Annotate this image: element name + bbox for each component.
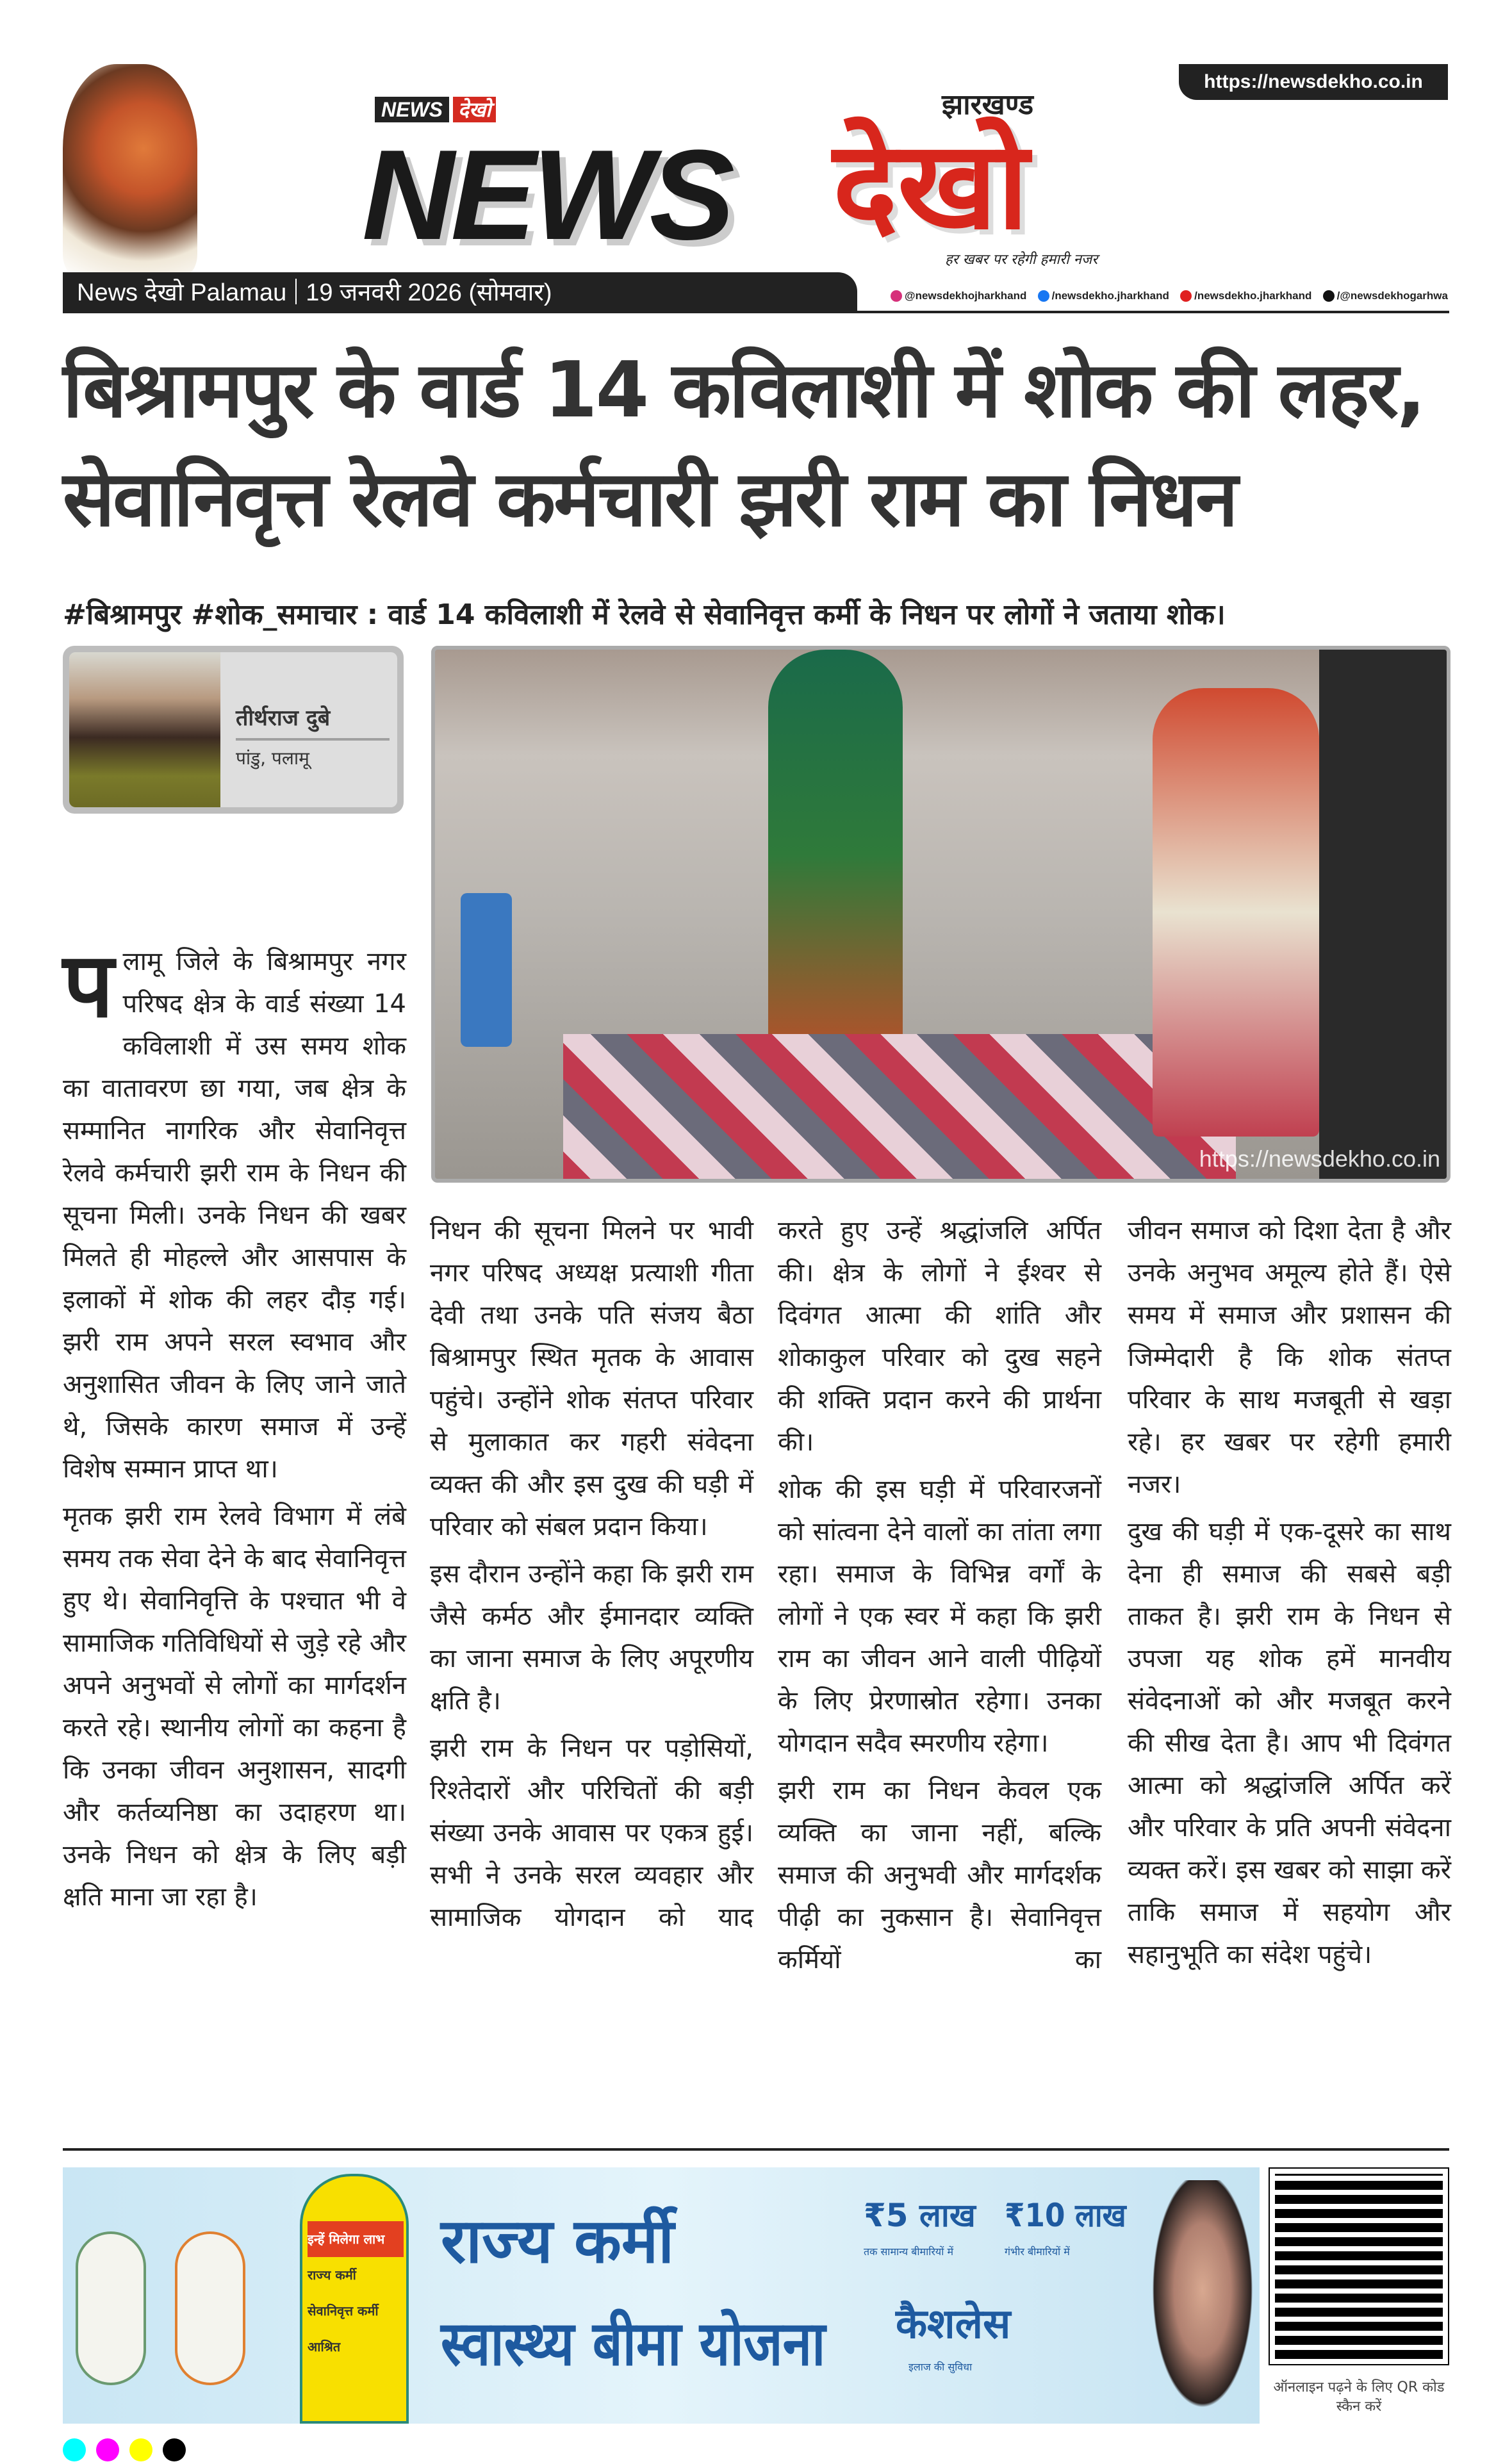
beneficiary: आश्रित	[308, 2339, 341, 2354]
ad-cashless-note: इलाज की सुविधा	[908, 2361, 973, 2373]
article-column-1	[63, 933, 406, 1923]
x-icon	[1323, 290, 1335, 302]
beneficiary: सेवानिवृत्त कर्मी	[308, 2303, 379, 2319]
author-photo	[69, 652, 220, 807]
social-handle: /newsdekho.jharkhand	[1194, 290, 1312, 302]
logo-tagline: हर खबर पर रहेगी हमारी नजर	[945, 252, 1098, 268]
ad-amount-2-note: गंभीर बीमारियों में	[1005, 2246, 1070, 2258]
paragraph: लामू जिले के बिश्रामपुर नगर परिषद क्षेत्र के वार्ड संख्या 14 कविलाशी में उस समय शोक का वातावरण छा गया, जब क्षेत्र के सम्मानित नागरिक और सेवानिवृत्त रेलवे कर्मचारी झरी राम के निधन की सूचना मिली। उनके निधन की खबर मिलते ही मोहल्ले और आसपास के इलाकों में शोक की लहर दौड़ गई। झरी राम अपने सरल स्वभाव और अनुशासित जीवन के लिए जाने जाते थे, जिसके कारण समाज में उन्हें विशेष सम्मान प्राप्त था।	[63, 947, 406, 1484]
article-column-2	[430, 1210, 753, 1944]
masthead-rule	[63, 311, 1449, 313]
issue-date: 19 जनवरी 2026 (सोमवार)	[306, 279, 552, 306]
social-youtube[interactable]	[1180, 290, 1311, 302]
paragraph: जीवन समाज को दिशा देता है और उनके अनुभव अमूल्य होते हैं। ऐसे समय में समाज और प्रशासन की जिम्मेदारी है कि शोक संतप्त परिवार के साथ मजबूती से खड़ा रहे। हर खबर पर रहेगी हमारी नजर।	[1128, 1216, 1451, 1499]
jsas-logo	[175, 2231, 245, 2385]
ad-amount-1: ₹5 लाख	[864, 2197, 976, 2234]
paragraph: इस दौरान उन्होंने कहा कि झरी राम जैसे कर्मठ और ईमानदार व्यक्ति का जाना समाज के लिए अपूरणीय क्षति है।	[430, 1559, 753, 1716]
facebook-icon	[1038, 290, 1049, 302]
ad-title-line1: राज्य कर्मी	[441, 2205, 675, 2277]
social-x[interactable]	[1323, 290, 1448, 302]
qr-code[interactable]	[1270, 2169, 1448, 2364]
edition-date-bar	[63, 272, 857, 311]
black-registration-mark	[163, 2438, 186, 2461]
paragraph: मृतक झरी राम रेलवे विभाग में लंबे समय तक सेवा देने के बाद सेवानिवृत्त हुए थे। सेवानिवृत्ति के पश्चात भी वे सामाजिक गतिविधियों से जुड़े रहे और अपने अनुभवों से लोगों का मार्गदर्शन करते रहे। स्थानीय लोगों का कहना है कि उनका जीवन अनुशासन, सादगी और कर्तव्यनिष्ठा का उदाहरण था। उनके निधन को क्षेत्र के लिए बड़ी क्षति माना जा रहा है।	[63, 1502, 406, 1912]
author-byline	[63, 646, 404, 814]
paragraph: करते हुए उन्हें श्रद्धांजलि अर्पित की। क्षेत्र के लोगों ने ईश्वर से दिवंगत आत्मा की शांति और शोकाकुल परिवार को दुख सहने की शक्ति प्रदान करने की प्रार्थना की।	[778, 1216, 1101, 1457]
website-url[interactable]: https://newsdekho.co.in	[1179, 64, 1448, 100]
magenta-registration-mark	[96, 2438, 119, 2461]
youtube-icon	[1180, 290, 1192, 302]
ad-amount-1-note: तक सामान्य बीमारियों में	[864, 2246, 954, 2258]
cyan-registration-mark	[63, 2438, 86, 2461]
paragraph: शोक की इस घड़ी में परिवारजनों को सांत्वना देने वालों का तांता लगा रहा। समाज के विभिन्न वर्गों के लोगों ने एक स्वर में कहा कि झरी राम का जीवन आने वाली पीढ़ियों के लिए प्रेरणास्रोत रहेगा। उनका योगदान सदैव स्मरणीय रहेगा।	[778, 1475, 1101, 1758]
yellow-registration-mark	[129, 2438, 152, 2461]
mini-logo-dekho: देखो	[453, 97, 496, 122]
logo-state: झारखण्ड	[942, 88, 1034, 121]
ad-cashless: कैशलेस	[896, 2301, 1011, 2348]
beneficiary: राज्य कर्मी	[308, 2267, 356, 2283]
logo-news-text: NEWS	[362, 124, 731, 267]
photo-watermark: https://newsdekho.co.in	[1199, 1146, 1440, 1172]
drop-cap: प	[63, 933, 114, 1038]
subheadline: #बिश्रामपुर #शोक_समाचार : वार्ड 14 कविलाशी में रेलवे से सेवानिवृत्त कर्मी के निधन पर लोगों ने जताया शोक।	[63, 598, 1226, 631]
beneficiaries-panel	[300, 2174, 409, 2424]
byline-divider	[236, 738, 390, 741]
article-photo	[431, 646, 1450, 1183]
social-handle: /newsdekho.jharkhand	[1051, 290, 1169, 302]
headline-line: बिश्रामपुर के वार्ड 14 कविलाशी में शोक की लहर,	[63, 346, 1424, 435]
social-handle: @newsdekhojharkhand	[905, 290, 1027, 302]
paragraph: झरी राम के निधन पर पड़ोसियों, रिश्तेदारों और परिचितों की बड़ी संख्या उनके आवास पर एकत्र हुई। सभी ने उनके सरल व्यवहार और सामाजिक योगदान को याद	[430, 1734, 753, 1932]
paragraph: निधन की सूचना मिलने पर भावी नगर परिषद अध्यक्ष प्रत्याशी गीता देवी तथा उनके पति संजय बैठा बिश्रामपुर स्थित मृतक के आवास पहुंचे। उन्होंने शोक संतप्त परिवार से मुलाकात कर गहरी संवेदना व्यक्त की और इस दुख की घड़ी में परिवार को संबल प्रदान किया।	[430, 1216, 753, 1541]
paragraph: झरी राम का निधन केवल एक व्यक्ति का जाना नहीं, बल्कि समाज की अनुभवी और मार्गदर्शक पीढ़ी का नुकसान है। सेवानिवृत्त कर्मियों का	[778, 1776, 1101, 1975]
qr-caption: ऑनलाइन पढ़ने के लिए QR कोड स्कैन करें	[1273, 2379, 1445, 2415]
chief-minister-photo	[1146, 2180, 1260, 2424]
social-instagram[interactable]	[891, 290, 1026, 302]
social-facebook[interactable]	[1038, 290, 1169, 302]
author-location: पांडु, पलामू	[236, 748, 309, 769]
jharkhand-emblem-logo	[76, 2231, 146, 2385]
headline-line: सेवानिवृत्त रेलवे कर्मचारी झरी राम का निधन	[63, 455, 1237, 544]
ad-title-line2: स्वास्थ्य बीमा योजना	[441, 2308, 826, 2379]
article-column-3	[778, 1210, 1101, 1986]
social-handle: /@newsdekhogarhwa	[1336, 290, 1448, 302]
headline	[63, 336, 1449, 554]
paragraph: दुख की घड़ी में एक-दूसरे का साथ देना ही समाज की सबसे बड़ी ताकत है। झरी राम के निधन से उपजा यह शोक हमें मानवीय संवेदनाओं को और मजबूत करने की सीख देता है। आप भी दिवंगत आत्मा को श्रद्धांजलि अर्पित करें और परिवार के प्रति अपनी संवेदना व्यक्त करें। इस खबर को साझा करें ताकि समाज में सहयोग और सहानुभूति का संदेश पहुंचे।	[1128, 1517, 1451, 1969]
article-column-4	[1128, 1210, 1451, 1981]
warrior-portrait-logo	[63, 64, 197, 275]
divider	[295, 279, 297, 304]
section-rule	[63, 2148, 1449, 2151]
instagram-icon	[891, 290, 902, 302]
author-name: तीर्थराज दुबे	[236, 705, 331, 731]
edition-name: News देखो Palamau	[77, 279, 287, 306]
logo-dekho-text: देखो	[833, 115, 1029, 256]
mini-logo	[375, 95, 496, 124]
ad-amount-2: ₹10 लाख	[1005, 2197, 1126, 2234]
benefit-heading: इन्हें मिलेगा लाभ	[308, 2221, 404, 2257]
advertisement-banner[interactable]	[63, 2167, 1260, 2424]
social-handles	[891, 290, 1448, 302]
mini-logo-news: NEWS	[375, 97, 449, 122]
